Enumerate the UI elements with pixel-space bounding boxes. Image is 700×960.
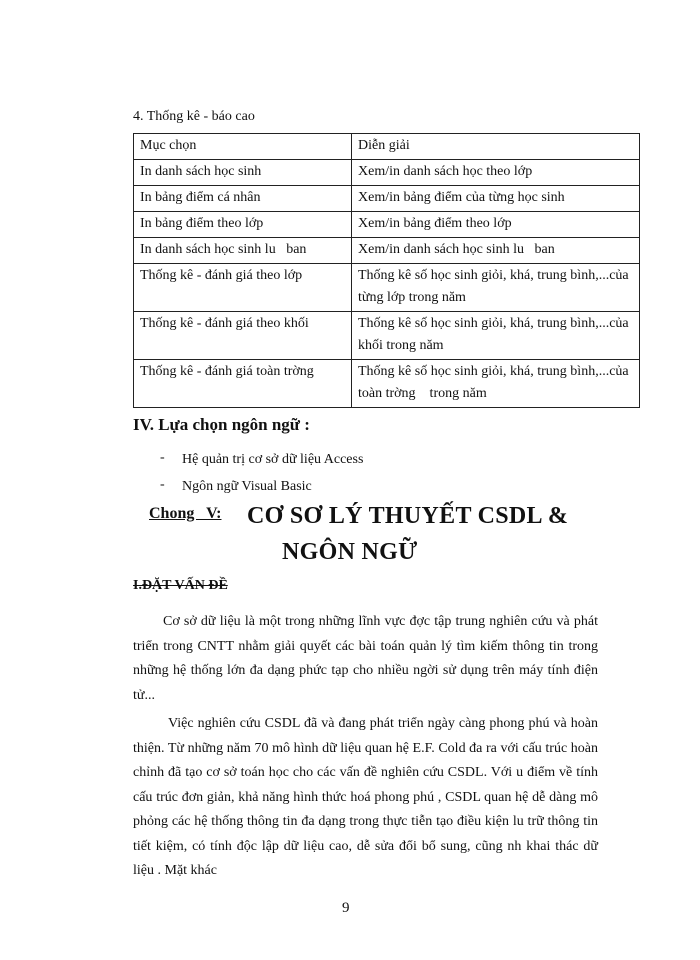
table-cell-option: Thống kê - đánh giá theo lớp (134, 264, 352, 312)
table-cell-description: Thống kê số học sinh giỏi, khá, trung bình,...của khối trong năm (352, 312, 640, 360)
table-row (134, 264, 640, 312)
section-heading-i: I.ĐẶT VẤN ĐỀ (133, 578, 228, 593)
table-cell-option: In bảng điểm cá nhân (134, 186, 352, 212)
table-cell-option: In bảng điểm theo lớp (134, 212, 352, 238)
table-cell-option: In danh sách học sinh (134, 160, 352, 186)
table-cell-option: Thống kê - đánh giá toàn trờng (134, 360, 352, 408)
list-item (160, 473, 363, 500)
language-list (160, 446, 363, 500)
list-item (160, 446, 363, 473)
table-cell-description: Xem/in bảng điểm của từng học sinh (352, 186, 640, 212)
table-header-cell: Mục chọn (134, 134, 352, 160)
table-row (134, 160, 640, 186)
table-row (134, 238, 640, 264)
page-number: 9 (342, 900, 350, 916)
table-header-cell: Diễn giải (352, 134, 640, 160)
list-item-label: Ngôn ngữ Visual Basic (182, 479, 312, 494)
list-item-label: Hệ quản trị cơ sở dữ liệu Access (182, 452, 364, 467)
chapter-label: Chong V: (149, 505, 222, 522)
body-paragraph: Việc nghiên cứu CSDL đã và đang phát triển ngày càng phong phú và hoàn thiện. Từ những năm 70 mô hình dữ liệu quan hệ E.F. Cold đa ra với cấu trúc hoàn chỉnh đã tạo cơ sở toán học cho các vấn đề nghiên cứu CSDL. Với u điểm về tính cấu trúc đơn giản, khả năng hình thức hoá phong phú , CSDL quan hệ dễ dàng mô phỏng các hệ thống thông tin đa dạng trong thực tiễn tạo điều kiện lu trữ thông tin tiết kiệm, có tính độc lập dữ liệu cao, dễ sửa đổi bổ sung, cũng nh khai thác dữ liệu . Mặt khác (133, 716, 598, 878)
table-cell-description: Xem/in bảng điểm theo lớp (352, 212, 640, 238)
table-header-row (134, 134, 640, 160)
table-cell-description: Xem/in danh sách học sinh lu ban (352, 238, 640, 264)
table-row (134, 186, 640, 212)
chapter-title-line1: CƠ SƠ LÝ THUYẾT CSDL & (247, 503, 569, 529)
table-cell-description: Xem/in danh sách học theo lớp (352, 160, 640, 186)
body-paragraph: Cơ sở dữ liệu là một trong những lĩnh vực đợc tập trung nghiên cứu và phát triển trong CNTT nhằm giải quyết các bài toán quản lý tìm kiếm thông tin trong những hệ thống lớn đa dạng phức tạp cho nhiều ngời sử dụng trên máy tính điện tử... (133, 614, 598, 703)
table-cell-option: In danh sách học sinh lu ban (134, 238, 352, 264)
table-cell-description: Thống kê số học sinh giỏi, khá, trung bình,...của từng lớp trong năm (352, 264, 640, 312)
section-label: 4. Thống kê - báo cao (133, 109, 255, 124)
table-cell-description: Thống kê số học sinh giỏi, khá, trung bình,...của toàn trờng trong năm (352, 360, 640, 408)
chapter-title-line2: NGÔN NGỮ (282, 539, 418, 565)
section-heading-iv: IV. Lựa chọn ngôn ngữ : (133, 415, 310, 434)
report-options-table (133, 133, 640, 408)
table-row (134, 212, 640, 238)
bullet-dash-icon: - (160, 450, 165, 465)
table-row (134, 312, 640, 360)
bullet-dash-icon: - (160, 477, 165, 492)
table-cell-option: Thống kê - đánh giá theo khối (134, 312, 352, 360)
table-row (134, 360, 640, 408)
